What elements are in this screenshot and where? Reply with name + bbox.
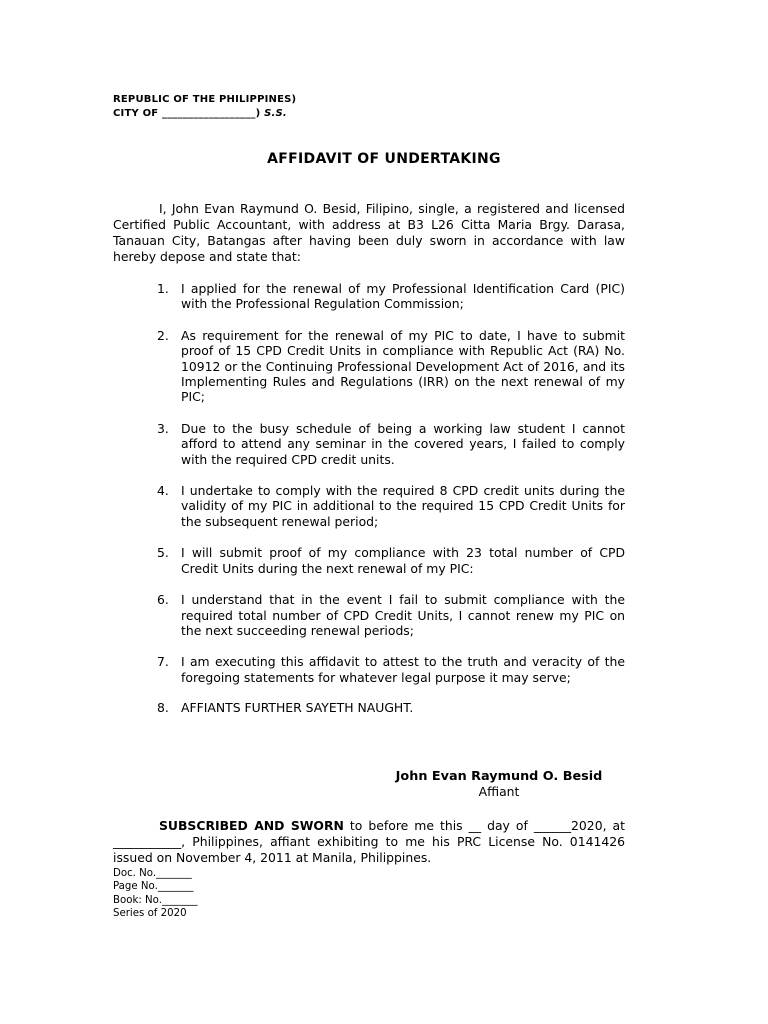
item-number: 3. bbox=[157, 420, 169, 436]
item-number: 2. bbox=[157, 327, 169, 343]
list-item bbox=[113, 545, 625, 576]
list-item bbox=[113, 483, 625, 529]
list-item bbox=[113, 328, 625, 405]
document-title: AFFIDAVIT OF UNDERTAKING bbox=[267, 151, 501, 167]
item-number: 8. bbox=[157, 700, 169, 716]
page-number: Page No._______ bbox=[113, 881, 194, 893]
series-year: Series of 2020 bbox=[113, 908, 187, 920]
affiant-name: John Evan Raymund O. Besid bbox=[395, 769, 603, 784]
intro-paragraph: I, John Evan Raymund O. Besid, Filipino, single, a registered and licensed Certified Public Accountant, with address at B3 L26 Citta Maria Brgy. Darasa, Tanauan City, Batangas after having been duly sworn in accordance with law hereby depose and state that: bbox=[113, 201, 625, 264]
item-text: As requirement for the renewal of my PIC to date, I have to submit proof of 15 CPD Credit Units in compliance with Republic Act (RA) No. 10912 or the Continuing Professional Development Act of 2016, and its Implementing Rules and Regulations (IRR) on the next renewal of my PIC; bbox=[181, 327, 625, 405]
item-text: Due to the busy schedule of being a working law student I cannot afford to attend any seminar in the covered years, I failed to comply with the required CPD credit units. bbox=[181, 420, 625, 467]
jurat-text: to before me this __ day of ______2020, at ___________, Philippines, affiant exhibiting to me his PRC License No. 0141426 issued on November 4, 2011 at Manila, Philippines. bbox=[113, 818, 625, 865]
list-item bbox=[113, 700, 625, 715]
affiant-role: Affiant bbox=[478, 784, 520, 799]
doc-number: Doc. No._______ bbox=[113, 868, 192, 879]
list-item bbox=[113, 421, 625, 467]
jurat-paragraph bbox=[113, 818, 625, 866]
item-number: 4. bbox=[157, 483, 169, 499]
statement-list bbox=[113, 281, 625, 732]
item-text: I undertake to comply with the required 8 CPD credit units during the validity of my PIC in additional to the required 15 CPD Credit Units for the subsequent renewal period; bbox=[181, 483, 625, 529]
venue-city-prefix: CITY OF __________________) bbox=[113, 107, 265, 119]
item-number: 5. bbox=[157, 545, 169, 561]
list-item bbox=[113, 654, 625, 685]
venue-ss: S.S. bbox=[264, 107, 287, 119]
item-text: I am executing this affidavit to attest to the truth and veracity of the foregoing statements for whatever legal purpose it may serve; bbox=[181, 654, 625, 685]
venue-header bbox=[113, 93, 296, 120]
item-text: I will submit proof of my compliance with 23 total number of CPD Credit Units during the next renewal of my PIC: bbox=[181, 545, 625, 576]
book-number: Book: No._______ bbox=[113, 894, 198, 906]
item-text: I understand that in the event I fail to submit compliance with the required total number of CPD Credit Units, I cannot renew my PIC on the next succeeding renewal periods; bbox=[181, 592, 625, 638]
item-text: AFFIANTS FURTHER SAYETH NAUGHT. bbox=[181, 700, 414, 716]
jurat-lead: SUBSCRIBED AND SWORN bbox=[159, 818, 344, 833]
notarial-register bbox=[113, 867, 198, 921]
list-item bbox=[113, 281, 625, 312]
item-number: 7. bbox=[157, 654, 169, 670]
item-text: I applied for the renewal of my Professional Identification Card (PIC) with the Professional Regulation Commission; bbox=[181, 281, 625, 312]
venue-city bbox=[113, 107, 296, 121]
item-number: 6. bbox=[157, 592, 169, 608]
item-number: 1. bbox=[157, 281, 169, 296]
signature-block bbox=[384, 769, 614, 800]
venue-republic: REPUBLIC OF THE PHILIPPINES) bbox=[113, 94, 297, 105]
list-item bbox=[113, 592, 625, 638]
